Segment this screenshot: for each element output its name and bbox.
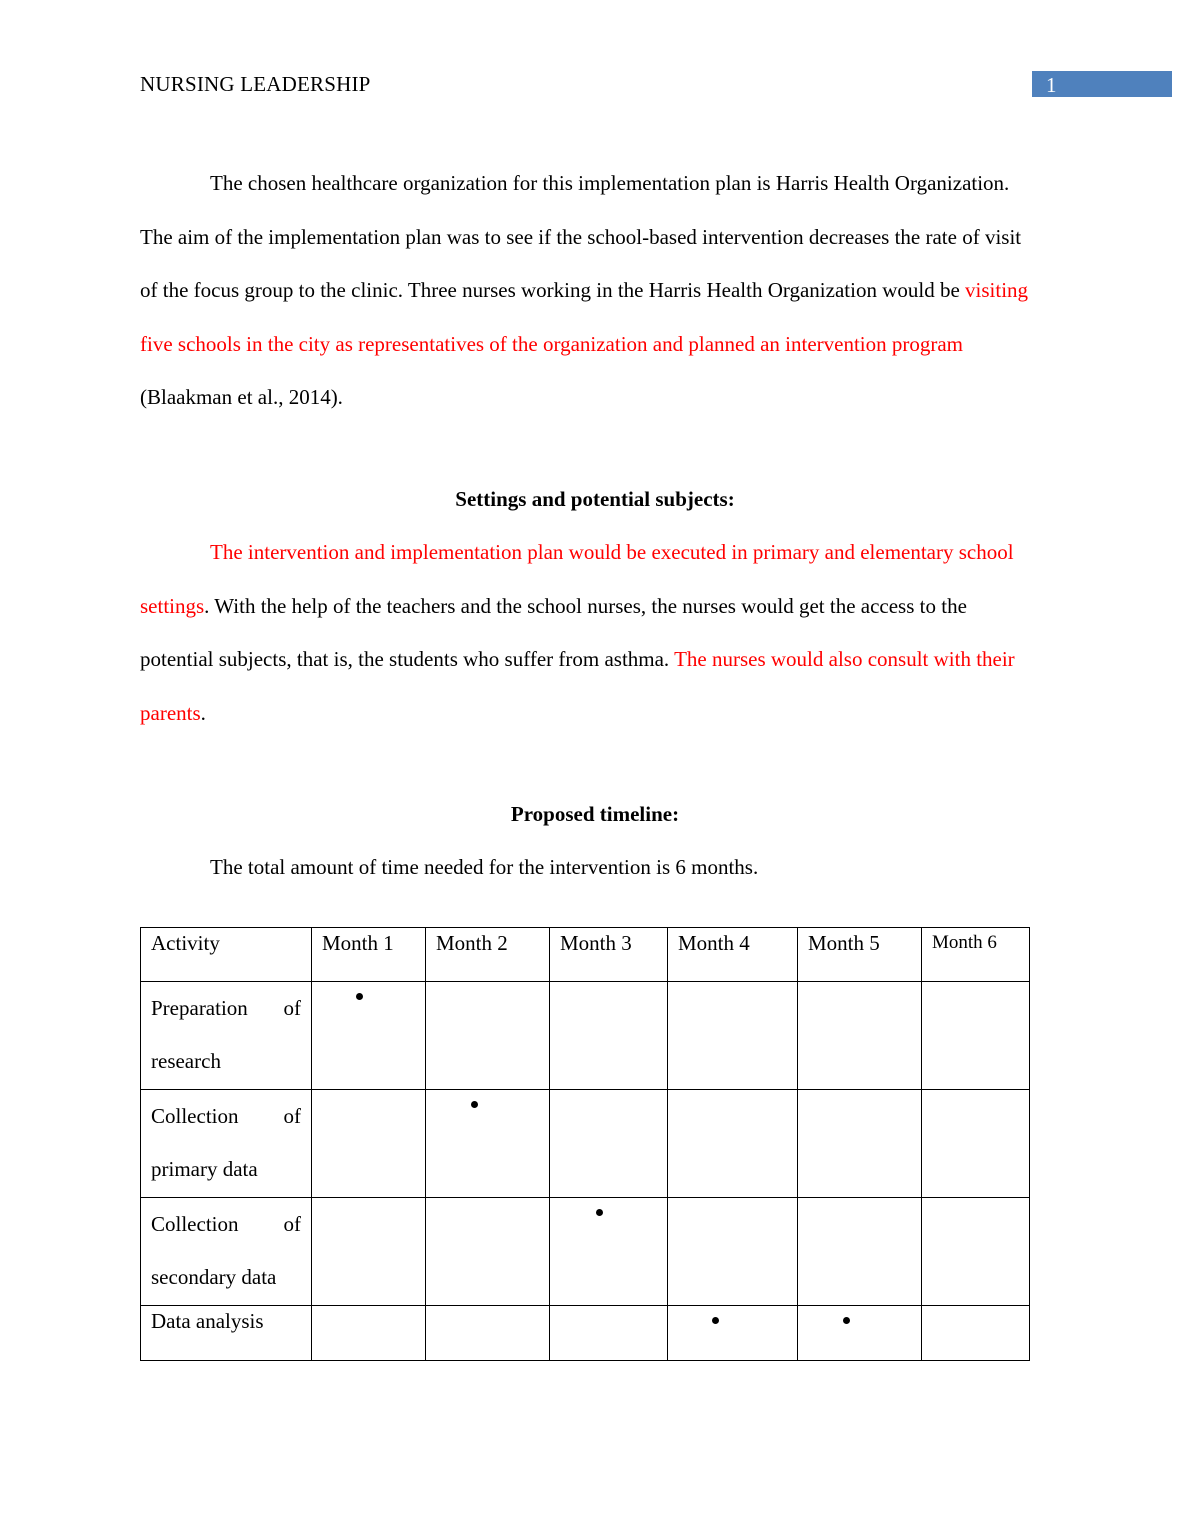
intro-paragraph <box>140 157 1040 425</box>
month-cell <box>312 1198 426 1306</box>
month-cell <box>798 1090 922 1198</box>
month-cell <box>668 1090 798 1198</box>
table-row <box>141 1306 1030 1361</box>
month-cell <box>426 1090 550 1198</box>
bullet-icon <box>356 993 363 1000</box>
intro-highlight: visiting five schools in the city as representatives of the organization and planned an intervention program <box>140 278 1029 356</box>
intro-citation: (Blaakman et al., 2014). <box>140 385 343 410</box>
activity-label: Preparation of research <box>141 982 312 1090</box>
timeline-intro: The total amount of time needed for the intervention is 6 months. <box>210 855 759 879</box>
timeline-heading: Proposed timeline: <box>510 802 680 826</box>
settings-text-1: . With the help of the teachers and the school nurses, the nurses would get the access to the potential subjects, that is, the students who suffer from asthma. <box>140 593 967 672</box>
header-month-5: Month 5 <box>798 928 922 982</box>
timeline-table <box>140 927 1030 1361</box>
table-header-row <box>141 928 1030 982</box>
month-cell <box>668 1306 798 1361</box>
activity-label: Collection of primary data <box>141 1090 312 1198</box>
month-cell <box>426 1306 550 1361</box>
table-row <box>141 982 1030 1090</box>
month-cell <box>426 982 550 1090</box>
header-month-6: Month 6 <box>922 928 1030 982</box>
header-month-3: Month 3 <box>550 928 668 982</box>
settings-highlight-1: The intervention and implementation plan would be executed in primary and elementary school settings <box>140 540 1014 618</box>
running-header-title: NURSING LEADERSHIP <box>140 72 371 96</box>
header-month-1: Month 1 <box>312 928 426 982</box>
page-number: 1 <box>1032 71 1172 97</box>
bullet-icon <box>843 1317 850 1324</box>
month-cell <box>668 1198 798 1306</box>
month-cell <box>922 1090 1030 1198</box>
month-cell <box>798 1306 922 1361</box>
settings-heading: Settings and potential subjects: <box>455 487 735 511</box>
table-row <box>141 1198 1030 1306</box>
bullet-icon <box>471 1101 478 1108</box>
table-row <box>141 1090 1030 1198</box>
month-cell <box>550 982 668 1090</box>
month-cell <box>922 982 1030 1090</box>
month-cell <box>550 1306 668 1361</box>
month-cell <box>798 1198 922 1306</box>
month-cell <box>426 1198 550 1306</box>
month-cell <box>922 1198 1030 1306</box>
bullet-icon <box>596 1209 603 1216</box>
month-cell <box>668 982 798 1090</box>
month-cell <box>312 1306 426 1361</box>
header-activity: Activity <box>141 928 312 982</box>
settings-text-2: . <box>200 700 206 725</box>
settings-highlight-2: The nurses would also consult with their parents <box>140 647 1015 725</box>
month-cell <box>922 1306 1030 1361</box>
header-month-4: Month 4 <box>668 928 798 982</box>
month-cell <box>550 1090 668 1198</box>
month-cell <box>312 1090 426 1198</box>
bullet-icon <box>712 1317 719 1324</box>
month-cell <box>798 982 922 1090</box>
activity-label: Collection of secondary data <box>141 1198 312 1306</box>
month-cell <box>550 1198 668 1306</box>
intro-text: The chosen healthcare organization for this implementation plan is Harris Health Organization. The aim of the implementation plan was to see if the school-based intervention decreases the rate of visit of the focus group to the clinic. Three nurses working in the Harris Health Organization would be <box>140 171 1022 303</box>
header-month-2: Month 2 <box>426 928 550 982</box>
settings-paragraph <box>140 526 1040 740</box>
activity-label: Data analysis <box>141 1306 312 1361</box>
month-cell <box>312 982 426 1090</box>
